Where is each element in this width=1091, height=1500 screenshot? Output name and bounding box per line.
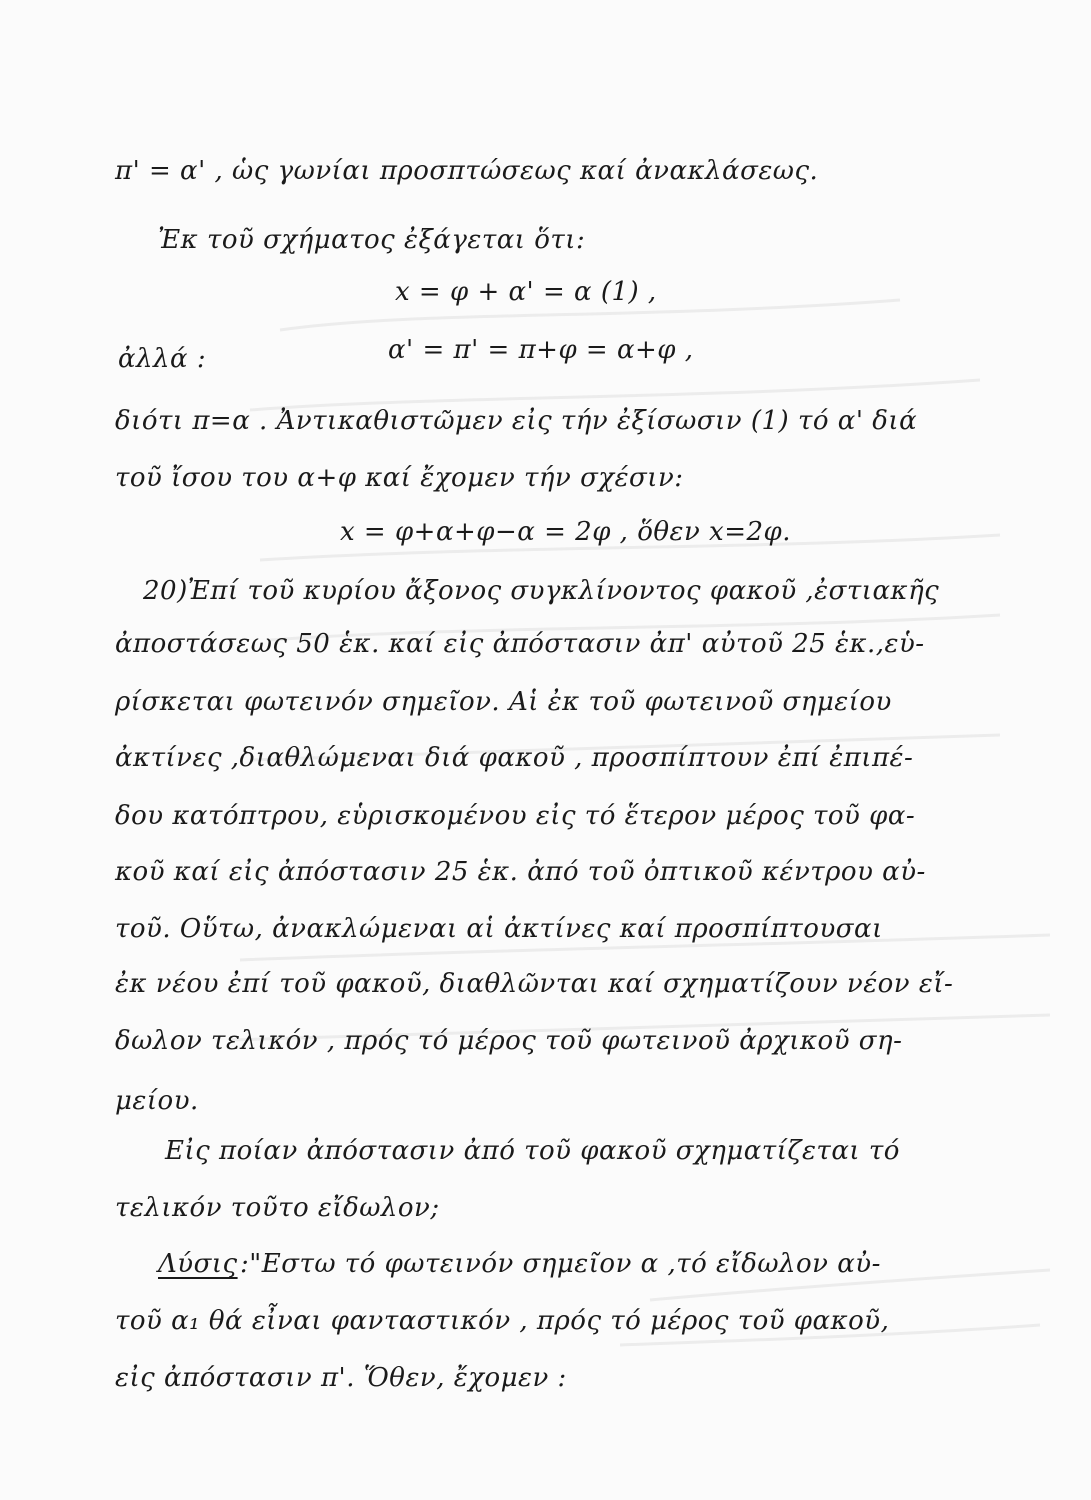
solution-line: :"Εστω τό φωτεινόν σημεῖον α ,τό εἴδωλον αὐ-	[240, 1249, 881, 1279]
text-line: ἐκ νέου ἐπί τοῦ φακοῦ, διαθλῶνται καί σχηματίζουν νέον εἴ-	[115, 969, 954, 999]
solution-line: τοῦ α₁ θά εἶναι φανταστικόν , πρός τό μέρος τοῦ φακοῦ,	[115, 1306, 890, 1336]
solution-heading: Λύσις	[158, 1249, 238, 1279]
text-line: τοῦ ἴσου του α+φ καί ἔχομεν τήν σχέσιν:	[115, 463, 684, 493]
text-line: τοῦ. Οὕτω, ἀνακλώμεναι αἱ ἀκτίνες καί προσπίπτουσαι	[115, 914, 883, 944]
equation-line: x = φ + α' = α (1) ,	[395, 277, 657, 307]
text-line: ἀκτίνες ,διαθλώμεναι διά φακοῦ , προσπίπτουν ἐπί ἐπιπέ-	[115, 743, 914, 773]
text-line: ἀλλά :	[118, 344, 207, 374]
text-line: δου κατόπτρου, εὑρισκομένου εἰς τό ἕτερον μέρος τοῦ φα-	[115, 801, 916, 831]
problem-line: 20)Ἐπί τοῦ κυρίου ἄξονος συγκλίνοντος φακοῦ ,ἐστιακῆς	[143, 576, 940, 606]
text-line: δωλον τελικόν , πρός τό μέρος τοῦ φωτεινοῦ ἀρχικοῦ ση-	[115, 1026, 903, 1056]
text-line: διότι π=α . Ἀντικαθιστῶμεν εἰς τήν ἐξίσωσιν (1) τό α' διά	[115, 406, 918, 436]
equation-line: α' = π' = π+φ = α+φ ,	[388, 335, 694, 365]
text-line: κοῦ καί εἰς ἀπόστασιν 25 ἑκ. ἀπό τοῦ ὀπτικοῦ κέντρου αὐ-	[115, 857, 926, 887]
text-line: μείου.	[115, 1086, 199, 1116]
text-line: Ἐκ τοῦ σχήματος ἐξάγεται ὅτι:	[158, 225, 586, 255]
equation-line: x = φ+α+φ−α = 2φ , ὅθεν x=2φ.	[340, 517, 792, 547]
solution-line: εἰς ἀπόστασιν π'. Ὅθεν, ἔχομεν :	[115, 1363, 567, 1393]
text-line: ἀποστάσεως 50 ἑκ. καί εἰς ἀπόστασιν ἀπ' αὐτοῦ 25 ἑκ.,εὑ-	[115, 629, 925, 659]
text-line: ρίσκεται φωτεινόν σημεῖον. Αἱ ἐκ τοῦ φωτεινοῦ σημείου	[115, 687, 892, 717]
question-line: τελικόν τοῦτο εἴδωλον;	[115, 1193, 440, 1223]
question-line: Εἰς ποίαν ἀπόστασιν ἀπό τοῦ φακοῦ σχηματίζεται τό	[165, 1136, 900, 1166]
text-line: π' = α' , ὡς γωνίαι προσπτώσεως καί ἀνακλάσεως.	[115, 156, 819, 186]
